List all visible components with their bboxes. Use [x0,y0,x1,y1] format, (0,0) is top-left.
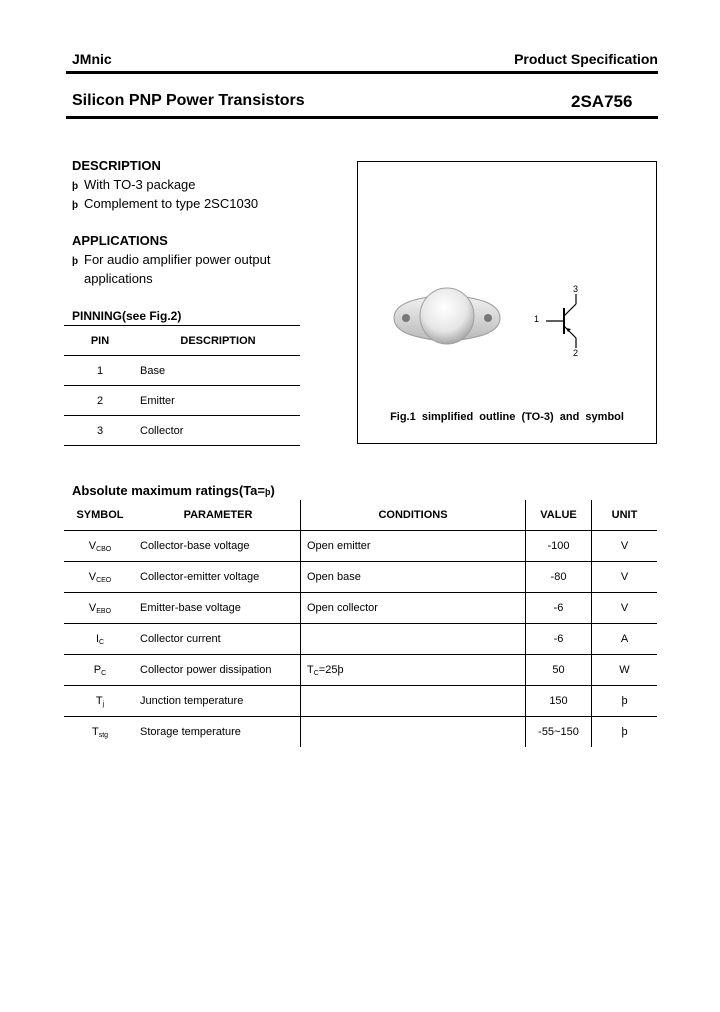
value-cell: -80 [526,562,592,593]
description-item [72,177,196,192]
table-row [64,593,657,624]
symbol-cell [64,531,136,562]
conditions-cell [301,531,526,562]
symbol-letter: V [88,601,97,614]
description-heading: DESCRIPTION [72,158,161,173]
condition-text: Open emitter [307,539,371,552]
ratings-heading-text: Absolute maximum ratings(Ta= [72,483,265,498]
symbol-letter: V [88,570,97,583]
brand-name: JMnic [72,51,112,67]
value-cell: -6 [526,593,592,624]
pin-number: 1 [96,364,104,377]
ratings-heading [72,483,275,498]
pin-description: Base [140,364,166,377]
description-text: Complement to type 2SC1030 [84,196,259,211]
symbol-subscript: stg [98,731,109,739]
ratings-heading-unit: þ [265,487,271,497]
page-title: Silicon PNP Power Transistors [72,92,305,109]
bullet-mark: þ [72,256,79,267]
condition-end: =25þ [318,663,344,676]
table-row [64,562,657,593]
ratings-heading-end: ) [270,483,275,498]
pin-description: Emitter [140,394,175,407]
symbol-subscript: CEO [96,576,112,584]
parameter-cell: Junction temperature [136,686,301,717]
table-row [64,655,657,686]
table-row [64,416,300,446]
table-row [64,717,657,748]
applications-item [72,252,270,267]
document-type: Product Specification [514,51,658,67]
pin-number: 2 [96,394,104,407]
unit-cell: þ [621,726,628,738]
symbol-subscript: j [102,700,105,708]
ratings-table [64,500,657,747]
figure-caption: Fig.1 simplified outline (TO-3) and symbol [390,411,624,423]
table-row [64,386,300,416]
to3-package-image [388,280,506,356]
condition-subscript: C [313,669,319,677]
symbol-subscript: C [99,638,105,646]
unit-cell: V [620,571,629,583]
pinning-table [64,325,300,446]
unit-cell: W [619,664,630,676]
unit-cell: þ [621,695,628,707]
parameter-cell: Collector power dissipation [136,655,301,686]
conditions-cell [301,717,526,748]
value-cell: 150 [526,686,592,717]
bullet-mark: þ [72,181,79,192]
part-number: 2SA756 [571,92,633,111]
parameter-cell: Storage temperature [136,717,301,748]
pin-description: Collector [140,424,184,437]
conditions-cell [301,562,526,593]
parameter-cell: Collector current [136,624,301,655]
parameter-cell: Emitter-base voltage [136,593,301,624]
symbol-cell [64,655,136,686]
symbol-cell [64,624,136,655]
table-row [64,531,657,562]
condition-text: T [307,663,314,676]
table-row [64,686,657,717]
symbol-pin-label: 3 [573,284,579,294]
conditions-column-header: CONDITIONS [301,500,526,531]
symbol-column-header: SYMBOL [76,509,124,521]
symbol-cell [64,717,136,748]
pin-number: 3 [96,424,104,437]
value-cell: -55~150 [526,717,592,748]
applications-text: For audio amplifier power output [84,252,271,267]
applications-text-cont: applications [84,271,153,286]
parameter-column-header: PARAMETER [136,500,301,531]
parameter-cell: Collector-emitter voltage [136,562,301,593]
symbol-pin-label: 2 [573,348,579,358]
symbol-letter: T [91,725,99,738]
symbol-cell [64,593,136,624]
table-row [64,356,300,386]
title-rule [66,116,658,119]
symbol-subscript: CBO [96,545,112,553]
pin-column-header: PIN [90,334,110,347]
symbol-pin-label: 1 [534,314,540,324]
unit-cell: V [620,602,629,614]
symbol-letter: P [93,663,102,676]
parameter-cell: Collector-base voltage [136,531,301,562]
condition-text: Open base [307,570,361,583]
condition-text: Open collector [307,601,378,614]
applications-heading: APPLICATIONS [72,233,168,248]
pinning-heading: PINNING(see Fig.2) [72,309,182,323]
value-cell: 50 [526,655,592,686]
value-column-header: VALUE [526,500,592,531]
symbol-cell [64,562,136,593]
unit-cell: V [620,540,629,552]
conditions-cell [301,624,526,655]
conditions-cell [301,686,526,717]
description-item [72,196,258,211]
value-cell: -6 [526,624,592,655]
unit-column-header: UNIT [611,509,638,521]
figure-box [357,161,657,444]
symbol-letter: I [95,632,99,645]
table-row [64,624,657,655]
header-rule [66,71,658,74]
description-column-header: DESCRIPTION [180,334,256,347]
symbol-letter: T [95,694,103,707]
conditions-cell [301,593,526,624]
symbol-cell [64,686,136,717]
bullet-mark: þ [72,200,79,211]
value-cell: -100 [526,531,592,562]
conditions-cell [301,655,526,686]
description-text: With TO-3 package [84,177,196,192]
unit-cell: A [620,633,629,645]
symbol-subscript: EBO [96,607,112,615]
symbol-subscript: C [101,669,107,677]
symbol-letter: V [88,539,97,552]
